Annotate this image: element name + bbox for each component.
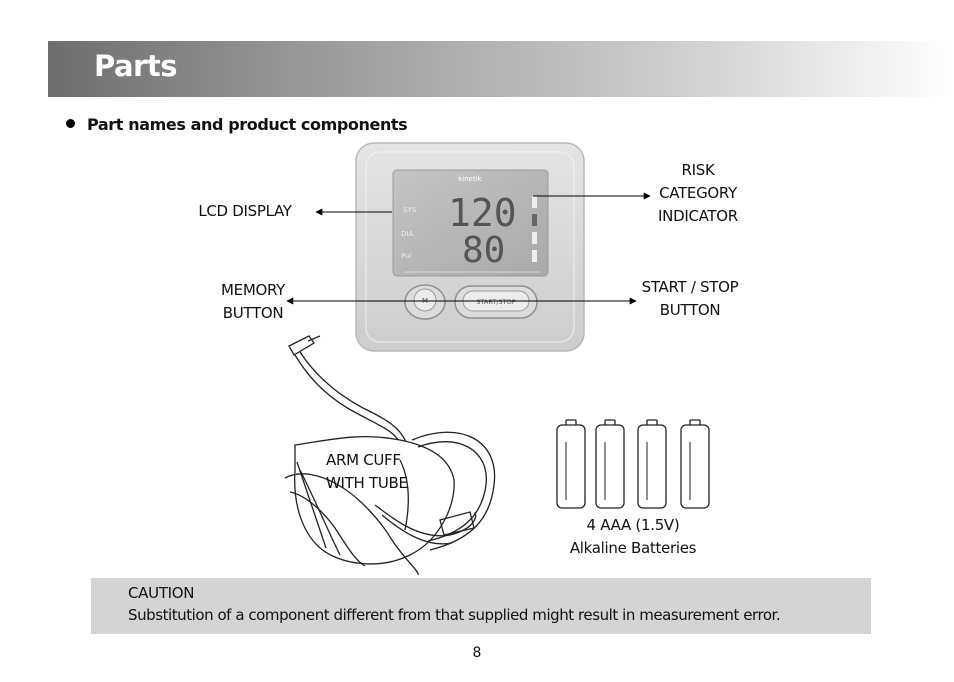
brand-logo: kinetik [458, 175, 482, 183]
battery-3 [638, 420, 666, 508]
start-stop-button-label [628, 276, 752, 322]
risk-line-1: RISK [681, 161, 715, 179]
memory-button-label [198, 279, 308, 325]
risk-indicator-label [638, 159, 758, 228]
lcd-systolic: 120 [448, 191, 517, 235]
caution-box [91, 578, 871, 634]
svg-text:SYS: SYS [403, 206, 417, 214]
start-line-2: BUTTON [659, 301, 721, 319]
memory-key-label: M [421, 297, 429, 305]
risk-line-3: INDICATOR [658, 207, 738, 225]
lcd-display-text: LCD DISPLAY [198, 202, 292, 220]
monitor-device [356, 143, 584, 351]
page-title: Parts [94, 49, 177, 83]
memory-button[interactable] [405, 285, 445, 319]
batteries-illustration [557, 420, 709, 508]
lcd-diastolic: 80 [462, 230, 506, 271]
batteries-label [558, 514, 708, 560]
start-stop-button[interactable] [455, 286, 537, 318]
cuff-line-2: WITH TUBE [326, 474, 408, 492]
risk-line-2: CATEGORY [659, 184, 737, 202]
caution-title: CAUTION [128, 584, 195, 602]
svg-text:Pul: Pul [401, 252, 412, 260]
caution-text: Substitution of a component different from that supplied might result in measurement error. [128, 606, 781, 624]
battery-4 [681, 420, 709, 508]
battery-2 [596, 420, 624, 508]
arm-cuff-label [326, 449, 426, 495]
battery-1 [557, 420, 585, 508]
page-number: 8 [472, 645, 482, 661]
memory-line-2: BUTTON [222, 304, 284, 322]
batteries-line-1: 4 AAA (1.5V) [586, 516, 680, 534]
lcd-display-label [180, 200, 310, 223]
svg-text:DIA: DIA [401, 230, 414, 238]
batteries-line-2: Alkaline Batteries [569, 539, 697, 557]
start-line-1: START / STOP [641, 278, 739, 296]
section-heading: Part names and product components [87, 115, 408, 134]
start-stop-key-label: START/STOP [476, 298, 516, 306]
cuff-line-1: ARM CUFF [326, 451, 401, 469]
memory-line-1: MEMORY [221, 281, 285, 299]
